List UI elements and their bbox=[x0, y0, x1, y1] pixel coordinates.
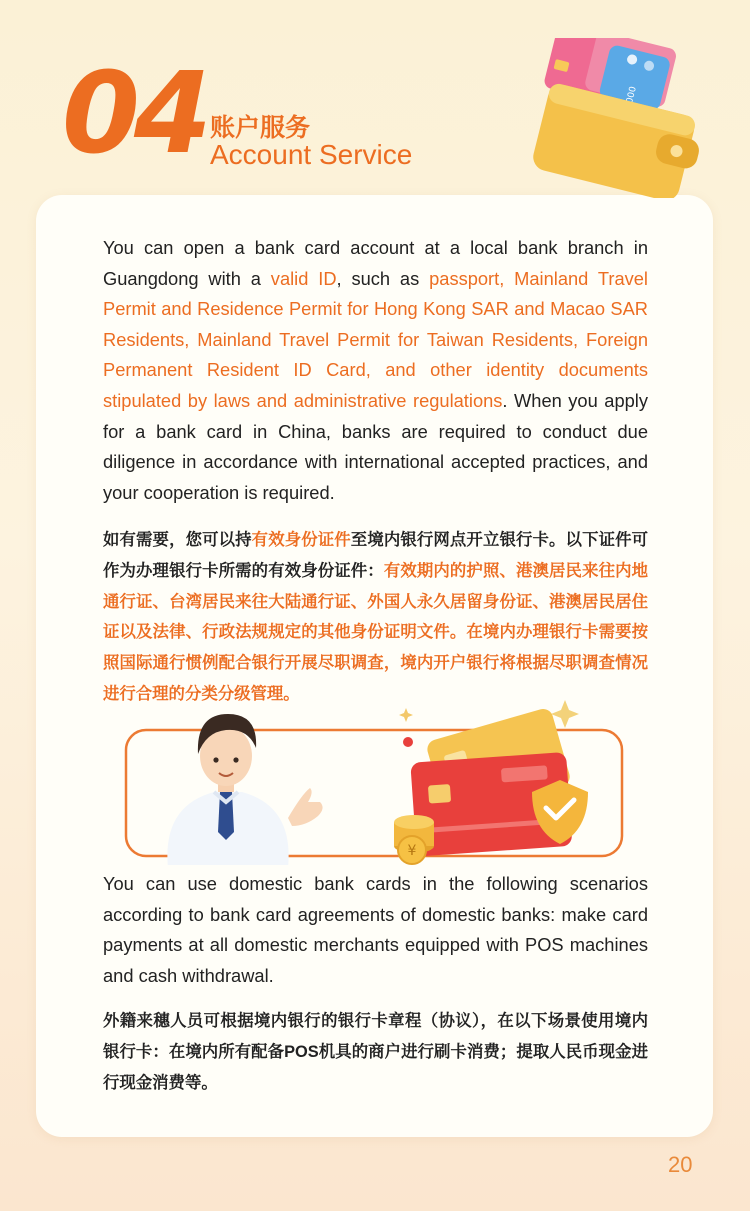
id-documents-highlight: passport, Mainland Travel Permit and Residence Permit for Hong Kong SAR and Macao SAR Residents, Mainland Travel Permit for Taiwan Residents, Foreign Permanent Resident ID Card, and other identity documents stipulated by laws and administrative regulations bbox=[103, 267, 648, 411]
due-diligence-text: . When you apply for a bank card in China, banks are required to conduct due diligence in accordance with international accepted practices, and your cooperation is required. bbox=[103, 389, 648, 503]
intro-text: , such as bbox=[336, 267, 430, 289]
id-documents-highlight-cn: 有效期内的护照、港澳居民来往内地通行证、台湾居民来往大陆通行证、外国人永久居留身份证、港澳居民居住证以及法律、行政法规规定的其他身份证明文件。在境内办理银行卡需要按照国际通行惯例配合银行开展尽职调查，境内开户银行将根据尽职调查情况进行合理的分类分级管理。 bbox=[103, 561, 649, 703]
intro-text-cn: 如有需要，您可以持 bbox=[103, 531, 252, 549]
yuan-coin-symbol: ¥ bbox=[407, 843, 417, 859]
usage-paragraph-en: You can use domestic bank cards in the following scenarios according to bank card agreements of domestic banks: make card payments at all domestic merchants equipped with POS machines and cash withdrawal. bbox=[103, 873, 648, 986]
wallet-with-bank-cards-icon bbox=[520, 38, 720, 198]
intro-paragraph-en bbox=[103, 233, 648, 508]
intro-paragraph-cn bbox=[103, 525, 648, 710]
businessman-with-bank-cards-and-shield-icon bbox=[120, 700, 630, 865]
intro-text: You can open a bank card account at a local bank branch in Guangdong with a bbox=[103, 237, 648, 289]
section-number: 04 bbox=[62, 49, 206, 179]
valid-id-highlight-cn: 有效身份证件 bbox=[251, 531, 351, 549]
intro-text-cn: 至境内银行网点开立银行卡。以下证件可作为办理银行卡所需的有效身份证件： bbox=[103, 531, 649, 580]
usage-paragraph-cn: 外籍来穗人员可根据境内银行的银行卡章程（协议），在以下场景使用境内银行卡：在境内所有配备POS机具的商户进行刷卡消费；提取人民币现金进行现金消费等。 bbox=[103, 1012, 648, 1092]
valid-id-highlight: valid ID bbox=[270, 267, 337, 289]
page-number: 20 bbox=[668, 1152, 693, 1177]
section-title-en: Account Service bbox=[210, 139, 413, 170]
section-title-cn: 账户服务 bbox=[210, 114, 311, 142]
